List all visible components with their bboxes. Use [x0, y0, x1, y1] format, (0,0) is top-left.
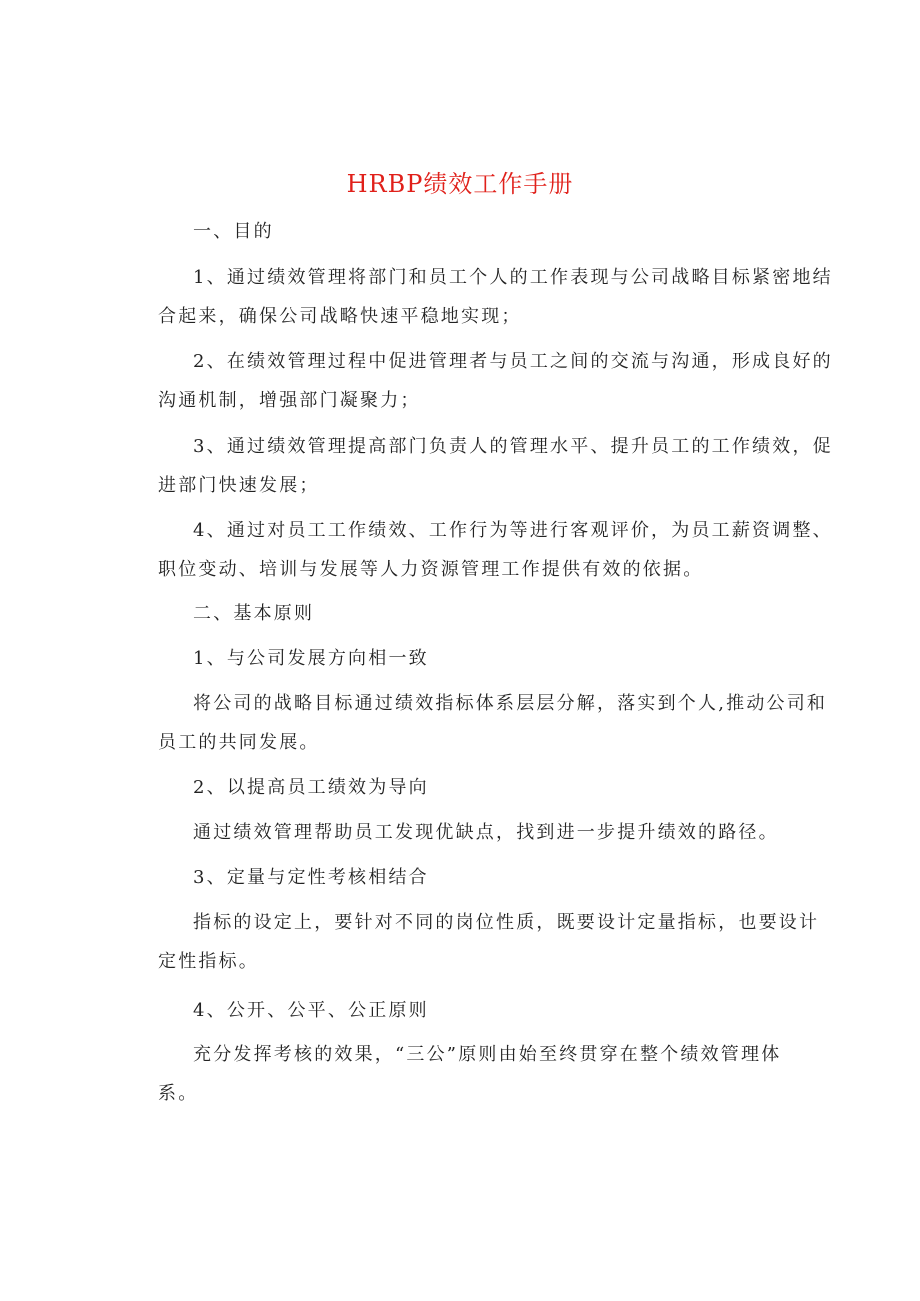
paragraph-line: 4、通过对员工工作绩效、工作行为等进行客观评价，为员工薪资调整、	[193, 520, 833, 541]
section-heading-principles: 二、基本原则	[193, 603, 315, 624]
paragraph-line: 指标的设定上，要针对不同的岗位性质，既要设计定量指标，也要设计	[193, 912, 820, 933]
subheading: 1、与公司发展方向相一致	[193, 648, 429, 669]
paragraph-line: 员工的共同发展。	[158, 732, 320, 753]
subheading: 4、公开、公平、公正原则	[193, 1000, 429, 1021]
paragraph-line: 将公司的战略目标通过绩效指标体系层层分解，落实到个人,推动公司和	[193, 693, 828, 714]
document-title: HRBP绩效工作手册	[346, 170, 574, 198]
paragraph-line: 2、在绩效管理过程中促进管理者与员工之间的交流与沟通，形成良好的	[193, 351, 833, 372]
paragraph-line: 通过绩效管理帮助员工发现优缺点，找到进一步提升绩效的路径。	[193, 822, 779, 843]
paragraph-line: 3、通过绩效管理提高部门负责人的管理水平、提升员工的工作绩效，促	[193, 436, 833, 457]
paragraph-line: 职位变动、培训与发展等人力资源管理工作提供有效的依据。	[158, 559, 704, 580]
paragraph-line: 定性指标。	[158, 951, 259, 972]
subheading: 2、以提高员工绩效为导向	[193, 777, 429, 798]
paragraph-line: 1、通过绩效管理将部门和员工个人的工作表现与公司战略目标紧密地结	[193, 267, 833, 288]
section-heading-purpose: 一、目的	[193, 221, 274, 242]
paragraph-line: 系。	[158, 1083, 199, 1104]
paragraph-line: 沟通机制，增强部门凝聚力；	[158, 390, 421, 411]
subheading: 3、定量与定性考核相结合	[193, 867, 429, 888]
paragraph-line: 合起来，确保公司战略快速平稳地实现；	[158, 306, 522, 327]
paragraph-line: 充分发挥考核的效果，“三公”原则由始至终贯穿在整个绩效管理体	[193, 1044, 782, 1065]
paragraph-line: 进部门快速发展；	[158, 475, 320, 496]
